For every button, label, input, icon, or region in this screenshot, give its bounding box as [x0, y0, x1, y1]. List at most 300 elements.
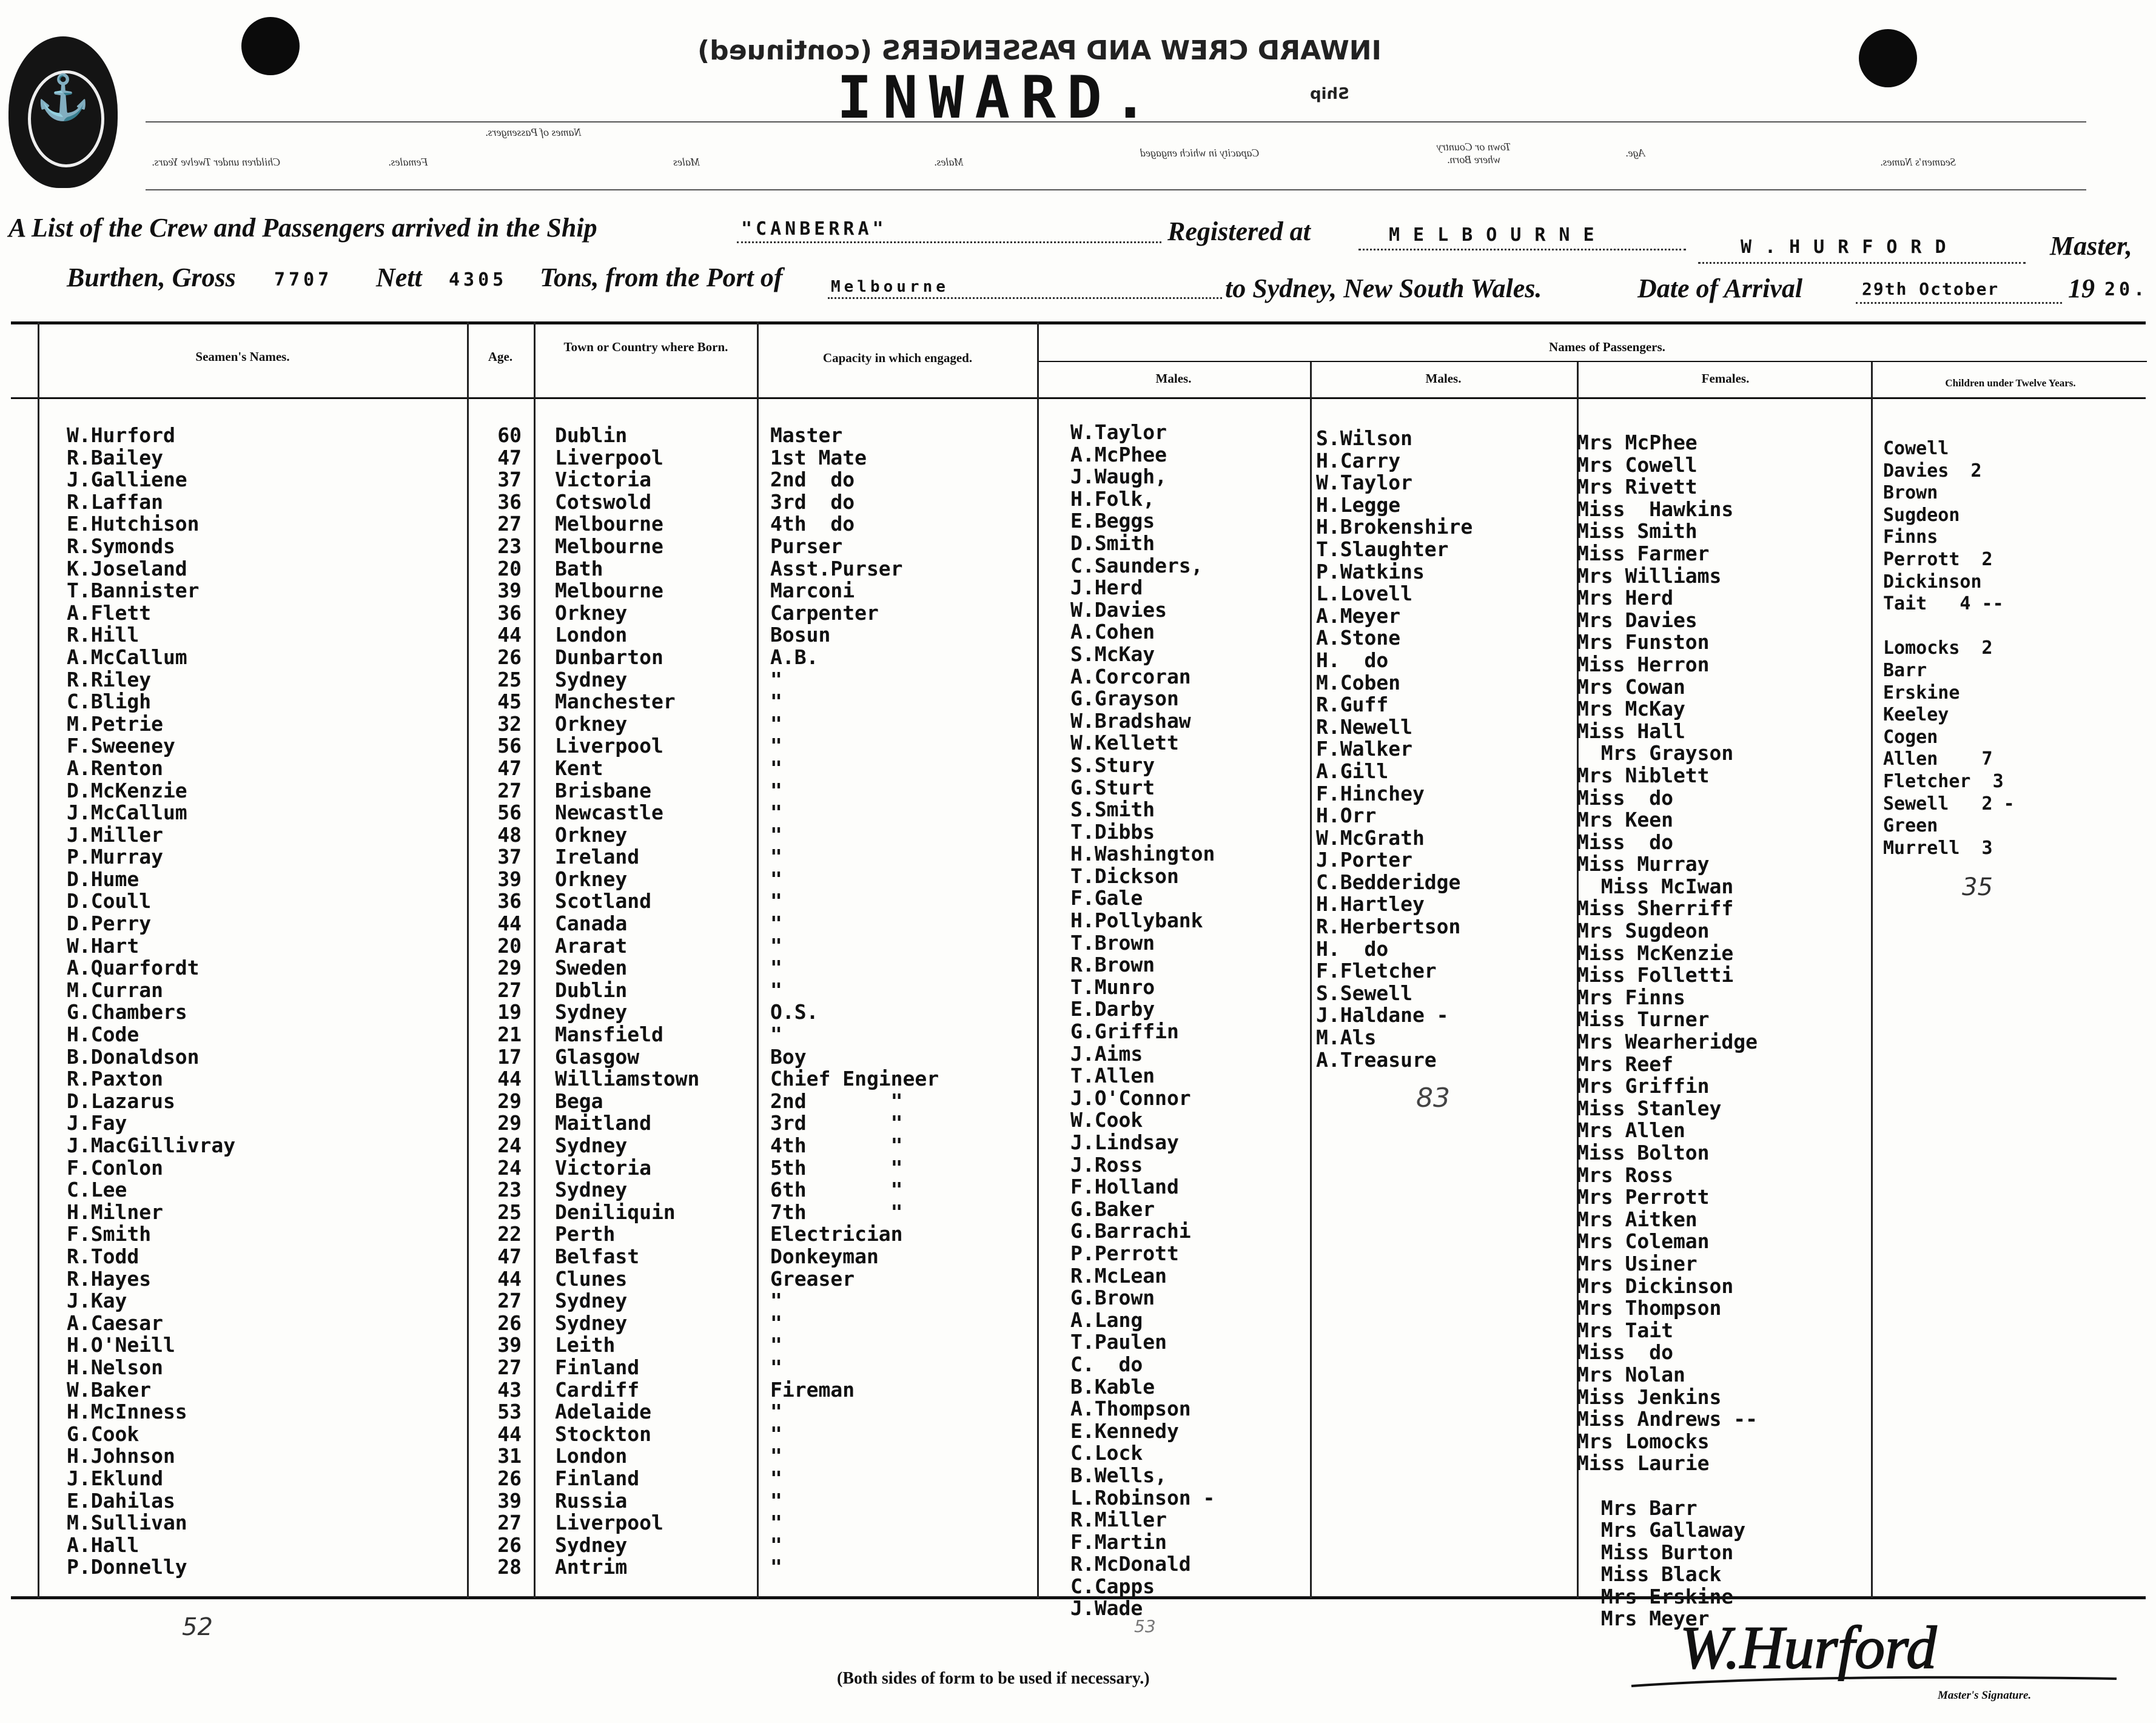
crew-age-cell: 56: [497, 801, 522, 825]
males-entry: G.Griffin: [1070, 1019, 1179, 1044]
crew-age-cell: 24: [497, 1134, 522, 1157]
col-header-capacity: Capacity in which engaged.: [822, 351, 973, 365]
crew-born-cell: Stockton: [555, 1422, 651, 1446]
crew-name-cell: R.Bailey: [67, 445, 163, 469]
crew-name-cell: R.Laffan: [67, 489, 163, 514]
crew-name-cell: D.Coull: [67, 889, 152, 913]
female-entry: Mrs Niblett: [1577, 763, 1710, 787]
males-entry: A.Stone: [1316, 626, 1401, 650]
female-entry: Miss do: [1577, 785, 1673, 810]
crew-born-cell: Orkney: [555, 711, 628, 736]
males-entry: T.Dibbs: [1070, 819, 1155, 844]
crew-born-cell: Victoria: [555, 1155, 651, 1180]
crew-name-cell: M.Petrie: [67, 711, 163, 736]
males-entry: B.Kable: [1070, 1374, 1155, 1399]
burthen-label: Burthen, Gross: [67, 263, 236, 292]
crew-capacity-cell: ": [770, 822, 782, 847]
crew-age-cell: 36: [497, 889, 522, 913]
males-entry: G.Barrachi: [1070, 1219, 1191, 1243]
child-entry: Cogen: [1883, 726, 1938, 748]
female-entry: Mrs Griffin: [1577, 1074, 1710, 1098]
crew-capacity-cell: ": [770, 756, 782, 780]
crew-name-cell: A.Caesar: [67, 1311, 163, 1335]
crew-capacity-cell: Fireman: [770, 1377, 855, 1402]
crew-capacity-cell: ": [770, 734, 782, 758]
col-divider-1: [38, 321, 39, 1598]
crew-born-cell: Orkney: [555, 600, 628, 625]
males-entry: C.Capps: [1070, 1574, 1155, 1598]
crew-age-cell: 47: [497, 756, 522, 780]
col-divider-3: [534, 321, 536, 1598]
crew-name-column: [67, 425, 235, 1579]
crew-age-cell: 22: [497, 1222, 522, 1246]
crew-born-cell: Sydney: [555, 667, 628, 691]
reverse-col-males2: Males: [673, 156, 700, 168]
crew-capacity-cell: ": [770, 778, 782, 802]
females-column: [1577, 432, 1758, 1630]
males-entry: J.Lindsay: [1070, 1130, 1179, 1154]
crew-name-cell: R.Hayes: [67, 1266, 152, 1291]
reverse-title: INWARD CREW AND PASSENGERS (continued): [697, 35, 1382, 66]
males-entry: R.McLean: [1070, 1263, 1167, 1288]
males-entry: R.Newell: [1316, 714, 1412, 739]
crew-born-cell: London: [555, 1444, 628, 1468]
crew-age-cell: 44: [497, 623, 522, 647]
males-entry: T.Munro: [1070, 975, 1155, 999]
males-entry: J.Porter: [1316, 848, 1412, 872]
child-entry: Sewell 2 -: [1883, 793, 2015, 814]
child-entry: Erskine: [1883, 682, 1960, 704]
crew-capacity-cell: ": [770, 912, 782, 936]
crew-born-cell: Bega: [555, 1089, 603, 1113]
female-entry: Mrs Funston: [1577, 630, 1710, 654]
crew-capacity-cell: ": [770, 711, 782, 736]
female-entry: Miss Jenkins: [1577, 1385, 1722, 1409]
males-entry: T.Brown: [1070, 930, 1155, 955]
males-entry: J.Ross: [1070, 1152, 1143, 1177]
males-entry: H.Hartley: [1316, 892, 1425, 916]
anchor-seal-icon: ⚓: [8, 36, 118, 188]
reverse-ship: Ship: [1310, 85, 1349, 103]
males-entry: J.Waugh,: [1070, 465, 1167, 489]
female-entry: Mrs Reef: [1577, 1052, 1673, 1076]
males-entry: H.Legge: [1316, 492, 1401, 517]
reverse-col-females: Females.: [388, 156, 428, 168]
males-entry: F.Martin: [1070, 1530, 1167, 1554]
female-entry: [1577, 1475, 1758, 1497]
crew-capacity-cell: ": [770, 1289, 782, 1313]
males-entry: C.Lock: [1070, 1441, 1143, 1465]
ship-underline: [737, 241, 1161, 243]
crew-capacity-cell: ": [770, 1555, 782, 1579]
crew-capacity-cell: Greaser: [770, 1266, 855, 1291]
males-entry: H. do: [1316, 936, 1389, 961]
crew-age-cell: 27: [497, 1289, 522, 1313]
crew-capacity-cell: ": [770, 1311, 782, 1335]
crew-capacity-cell: ": [770, 956, 782, 980]
female-entry: Mrs Lomocks: [1577, 1429, 1710, 1453]
punch-hole-right: [1859, 29, 1917, 87]
female-entry: Mrs Davies: [1577, 608, 1698, 632]
crew-capacity-cell: 2nd do: [770, 468, 855, 492]
female-entry: Miss Herron: [1577, 652, 1710, 676]
crew-age-cell: 27: [497, 778, 522, 802]
crew-name-cell: J.MacGillivray: [67, 1134, 236, 1157]
crew-born-cell: Orkney: [555, 867, 628, 891]
crew-born-cell: Melbourne: [555, 512, 663, 536]
crew-capacity-cell: ": [770, 867, 782, 891]
crew-capacity-cell: ": [770, 1444, 782, 1468]
crew-born-cell: Finland: [555, 1466, 640, 1490]
crew-age-cell: 39: [497, 1488, 522, 1513]
crew-capacity-cell: 3rd do: [770, 489, 855, 514]
crew-born-cell: Scotland: [555, 889, 651, 913]
crew-name-cell: K.Joseland: [67, 556, 187, 580]
males-entry: A.Thompson: [1070, 1397, 1191, 1421]
crew-name-cell: J.Kay: [67, 1289, 127, 1313]
crew-born-cell: Glasgow: [555, 1044, 640, 1069]
reverse-col-passengers: Names of Passengers.: [485, 126, 582, 138]
crew-capacity-cell: Master: [770, 423, 843, 447]
col-header-age: Age.: [488, 349, 513, 364]
female-entry: Mrs Williams: [1577, 563, 1722, 588]
female-entry: Miss Murray: [1577, 852, 1710, 876]
crew-capacity-cell: Chief Engineer: [770, 1067, 939, 1091]
males-entry: F.Holland: [1070, 1175, 1179, 1199]
crew-capacity-cell: Carpenter: [770, 600, 879, 625]
males-column-1: [1070, 422, 1215, 1620]
crew-age-cell: 27: [497, 1511, 522, 1535]
crew-age-cell: 56: [497, 734, 522, 758]
crew-name-cell: T.Bannister: [67, 579, 200, 603]
punch-hole-left: [241, 17, 300, 75]
males-entry: T.Paulen: [1070, 1330, 1167, 1354]
crew-born-cell: Russia: [555, 1488, 628, 1513]
crew-age-cell: 19: [497, 1000, 522, 1024]
female-entry: Mrs Dickinson: [1577, 1274, 1734, 1298]
crew-name-cell: H.Nelson: [67, 1355, 163, 1379]
crew-age-cell: 53: [497, 1400, 522, 1424]
reverse-header-band: [146, 121, 2086, 190]
crew-age-cell: 25: [497, 667, 522, 691]
female-entry: Mrs Sugdeon: [1577, 919, 1710, 943]
crew-capacity-cell: 4th do: [770, 512, 855, 536]
from-port-underline: [828, 297, 1222, 299]
males-entry: A.McPhee: [1070, 442, 1167, 466]
crew-born-cell: Melbourne: [555, 534, 663, 558]
crew-born-cell: Newcastle: [555, 801, 663, 825]
reverse-col-born: Town or Country where Born.: [1436, 141, 1511, 166]
female-entry: Mrs Aitken: [1577, 1207, 1698, 1231]
crew-age-cell: 27: [497, 1355, 522, 1379]
crew-age-cell: 31: [497, 1444, 522, 1468]
crew-age-cell: 44: [497, 1266, 522, 1291]
males-entry: G.Baker: [1070, 1197, 1155, 1221]
males-entry: C.Bedderidge: [1316, 870, 1461, 894]
tons-label: Tons, from the Port of: [540, 263, 783, 292]
crew-age-cell: 27: [497, 512, 522, 536]
female-entry: Mrs Tait: [1577, 1318, 1673, 1342]
crew-capacity-cell: Asst.Purser: [770, 556, 903, 580]
table-top-rule: [11, 321, 2146, 324]
crew-age-cell: 47: [497, 445, 522, 469]
males-entry: S.Stury: [1070, 753, 1155, 777]
children-column: [1883, 438, 2015, 859]
crew-age-cell: 36: [497, 489, 522, 514]
crew-capacity-cell: Marconi: [770, 579, 855, 603]
child-entry: Brown: [1883, 482, 1938, 504]
female-entry: Miss Hall: [1577, 719, 1685, 743]
crew-age-cell: 60: [497, 423, 522, 447]
crew-name-cell: M.Sullivan: [67, 1511, 187, 1535]
crew-age-cell: 45: [497, 690, 522, 714]
crew-age-cell: 23: [497, 1178, 522, 1202]
crew-name-cell: H.Milner: [67, 1200, 163, 1224]
title-prefix: A List of the Crew and Passengers arrived in the Ship: [8, 213, 597, 243]
crew-age-cell: 44: [497, 912, 522, 936]
males-entry: H.Pollybank: [1070, 909, 1203, 933]
female-entry: Mrs Wearheridge: [1577, 1030, 1758, 1054]
female-entry: Miss Sherriff: [1577, 896, 1734, 921]
crew-name-cell: A.Flett: [67, 600, 152, 625]
child-entry: Fletcher 3: [1883, 770, 2004, 792]
female-entry: Miss Burton: [1577, 1540, 1734, 1564]
crew-born-cell: Belfast: [555, 1244, 640, 1268]
crew-born-cell: Canada: [555, 912, 628, 936]
female-entry: Miss McIwan: [1577, 874, 1734, 898]
crew-born-cell: Liverpool: [555, 734, 663, 758]
female-entry: Miss Stanley: [1577, 1096, 1722, 1120]
child-entry: Barr: [1883, 659, 1927, 681]
crew-name-cell: R.Paxton: [67, 1067, 163, 1091]
males-entry: B.Wells,: [1070, 1463, 1167, 1487]
males-entry: H.Orr: [1316, 804, 1377, 828]
female-entry: Mrs Nolan: [1577, 1362, 1685, 1386]
males-entry: R.Guff: [1316, 693, 1389, 717]
crew-name-cell: J.Eklund: [67, 1466, 163, 1490]
males-entry: C. do: [1070, 1352, 1143, 1376]
crew-age-cell: 48: [497, 822, 522, 847]
female-entry: Mrs Herd: [1577, 586, 1673, 610]
arrival-underline: [1856, 302, 2062, 304]
males-entry: E.Darby: [1070, 997, 1155, 1021]
arrival-label: Date of Arrival: [1637, 274, 1803, 303]
crew-born-cell: Dublin: [555, 978, 628, 1002]
males-entry: T.Dickson: [1070, 864, 1179, 888]
males-entry: E.Kennedy: [1070, 1419, 1179, 1443]
master-underline: [1698, 262, 2026, 264]
crew-age-cell: 17: [497, 1044, 522, 1069]
crew-name-cell: J.Miller: [67, 822, 163, 847]
arrival-year-suffix: 20.: [2104, 279, 2149, 300]
col-header-males2: Males.: [1425, 371, 1462, 386]
crew-name-cell: R.Todd: [67, 1244, 139, 1268]
crew-capacity-cell: ": [770, 1533, 782, 1557]
col-header-passengers: Names of Passengers.: [1549, 340, 1665, 354]
males-entry: A.Meyer: [1316, 603, 1401, 628]
crew-capacity-cell: ": [770, 667, 782, 691]
signature-label: Master's Signature.: [1938, 1689, 2032, 1702]
crew-capacity-cell: Donkeyman: [770, 1244, 879, 1268]
child-entry: Dickinson: [1883, 571, 1982, 593]
crew-born-cell: Liverpool: [555, 445, 663, 469]
female-entry: Mrs Usiner: [1577, 1251, 1698, 1275]
crew-capacity-cell: ": [770, 1400, 782, 1424]
crew-capacity-cell: 1st Mate: [770, 445, 867, 469]
female-entry: Mrs Keen: [1577, 808, 1673, 832]
males-entry: H.Folk,: [1070, 486, 1155, 511]
crew-born-cell: Adelaide: [555, 1400, 651, 1424]
males-entry: R.Herbertson: [1316, 915, 1461, 939]
males-entry: M.Coben: [1316, 670, 1401, 694]
female-entry: Mrs Ross: [1577, 1163, 1673, 1187]
crew-born-cell: Maitland: [555, 1111, 651, 1135]
males-entry: A.Gill: [1316, 759, 1389, 783]
crew-born-cell: Sweden: [555, 956, 628, 980]
males-entry: S.Wilson: [1316, 426, 1412, 450]
crew-name-cell: P.Donnelly: [67, 1555, 187, 1579]
males-entry: H.Brokenshire: [1316, 515, 1473, 539]
female-entry: Mrs Allen: [1577, 1118, 1685, 1143]
master-name: W.HURFORD: [1741, 237, 1960, 258]
female-entry: Mrs Cowell: [1577, 452, 1698, 477]
crew-name-cell: D.Perry: [67, 912, 152, 936]
female-entry: Mrs Gallaway: [1577, 1518, 1746, 1542]
registered-port: MELBOURNE: [1389, 224, 1608, 246]
crew-capacity-cell: Purser: [770, 534, 843, 558]
crew-name-cell: F.Smith: [67, 1222, 152, 1246]
males-entry: W.Taylor: [1070, 420, 1167, 444]
female-entry: Miss Smith: [1577, 519, 1698, 543]
crew-born-cell: Sydney: [555, 1000, 628, 1024]
crew-name-cell: A.Quarfordt: [67, 956, 200, 980]
males-entry: A.Cohen: [1070, 620, 1155, 644]
female-entry: Miss Turner: [1577, 1007, 1710, 1032]
crew-age-cell: 39: [497, 867, 522, 891]
child-entry: Tait 4 --: [1883, 593, 2004, 615]
col-header-males1: Males.: [1155, 371, 1192, 386]
col-divider-8: [1871, 362, 1873, 1598]
crew-age-column: [473, 425, 522, 1579]
crew-name-cell: F.Sweeney: [67, 734, 175, 758]
males-column-2: [1316, 428, 1473, 1071]
crew-name-cell: W.Baker: [67, 1377, 152, 1402]
males-entry: F.Gale: [1070, 886, 1143, 910]
crew-born-cell: Liverpool: [555, 1511, 663, 1535]
nett-label: Nett: [376, 263, 422, 292]
crew-born-cell: Leith: [555, 1333, 616, 1357]
col-header-children: Children under Twelve Years.: [1945, 377, 2076, 389]
males-entry: P.Watkins: [1316, 559, 1425, 583]
crew-born-cell: Cardiff: [555, 1377, 640, 1402]
crew-name-cell: G.Cook: [67, 1422, 139, 1446]
reverse-col-males1: Males.: [934, 156, 964, 168]
female-entry: Mrs Perrott: [1577, 1185, 1710, 1209]
col-header-seamen: Seamen's Names.: [195, 349, 290, 364]
crew-name-cell: J.Fay: [67, 1111, 127, 1135]
crew-born-cell: Perth: [555, 1222, 616, 1246]
crew-born-cell: Sydney: [555, 1311, 628, 1335]
gross-tons: 7707: [274, 269, 333, 291]
crew-capacity-column: [770, 425, 939, 1579]
crew-age-cell: 39: [497, 1333, 522, 1357]
crew-name-cell: E.Hutchison: [67, 512, 200, 536]
crew-born-cell: Orkney: [555, 822, 628, 847]
crew-age-cell: 47: [497, 1244, 522, 1268]
males-entry: R.McDonald: [1070, 1552, 1191, 1576]
tally-males2: 83: [1416, 1083, 1450, 1113]
males-entry: F.Fletcher: [1316, 959, 1437, 983]
crew-age-cell: 21: [497, 1023, 522, 1047]
child-entry: Finns: [1883, 526, 1938, 548]
crew-name-cell: J.Galliene: [67, 468, 187, 492]
female-entry: Mrs Cowan: [1577, 674, 1685, 699]
crew-capacity-cell: 5th ": [770, 1155, 903, 1180]
males-entry: J.O'Connor: [1070, 1086, 1191, 1110]
males-entry: A.Lang: [1070, 1308, 1143, 1332]
males-entry: J.Haldane -: [1316, 1003, 1449, 1027]
ship-name: "CANBERRA": [741, 218, 887, 240]
males-entry: L.Robinson -: [1070, 1485, 1215, 1510]
crew-name-cell: E.Dahilas: [67, 1488, 175, 1513]
males-entry: W.Cook: [1070, 1108, 1143, 1132]
crew-name-cell: D.Lazarus: [67, 1089, 175, 1113]
crew-born-cell: Melbourne: [555, 579, 663, 603]
crew-born-cell: Mansfield: [555, 1023, 663, 1047]
crew-name-cell: J.McCallum: [67, 801, 187, 825]
males-entry: L.Lovell: [1316, 582, 1412, 606]
males-entry: J.Wade: [1070, 1596, 1143, 1621]
crew-name-cell: M.Curran: [67, 978, 163, 1002]
males-entry: S.McKay: [1070, 642, 1155, 666]
female-entry: Mrs Barr: [1577, 1496, 1698, 1520]
crew-name-cell: R.Riley: [67, 667, 152, 691]
child-entry: Green: [1883, 815, 1938, 837]
males-entry: S.Sewell: [1316, 981, 1412, 1005]
males-entry: F.Walker: [1316, 737, 1412, 761]
males-entry: S.Smith: [1070, 798, 1155, 822]
males-entry: H.Carry: [1316, 448, 1401, 472]
crew-name-cell: A.McCallum: [67, 645, 187, 669]
crew-name-cell: W.Hurford: [67, 423, 175, 447]
crew-born-cell: Clunes: [555, 1266, 628, 1291]
col-header-females: Females.: [1701, 371, 1750, 386]
child-entry: Perrott 2: [1883, 548, 1993, 570]
crew-age-cell: 29: [497, 1089, 522, 1113]
port-underline: [1358, 249, 1686, 250]
female-entry: Mrs Erskine: [1577, 1584, 1734, 1608]
crew-name-cell: C.Bligh: [67, 690, 152, 714]
crew-born-cell: Bath: [555, 556, 603, 580]
males-entry: H.Washington: [1070, 842, 1215, 866]
males-entry: T.Slaughter: [1316, 537, 1449, 561]
crew-born-cell: Cotswold: [555, 489, 651, 514]
males-entry: R.Miller: [1070, 1508, 1167, 1532]
child-entry: Davies 2: [1883, 460, 1982, 482]
crew-capacity-cell: ": [770, 889, 782, 913]
col-divider-4: [757, 321, 759, 1598]
males-entry: A.Corcoran: [1070, 664, 1191, 688]
crew-capacity-cell: 7th ": [770, 1200, 903, 1224]
col-divider-6: [1310, 362, 1312, 1598]
crew-name-cell: A.Renton: [67, 756, 163, 780]
crew-capacity-cell: Boy: [770, 1044, 807, 1069]
crew-age-cell: 23: [497, 534, 522, 558]
female-entry: Mrs Grayson: [1577, 741, 1734, 765]
crew-born-cell: Ararat: [555, 933, 628, 958]
crew-name-cell: D.McKenzie: [67, 778, 187, 802]
males-entry: E.Beggs: [1070, 509, 1155, 533]
